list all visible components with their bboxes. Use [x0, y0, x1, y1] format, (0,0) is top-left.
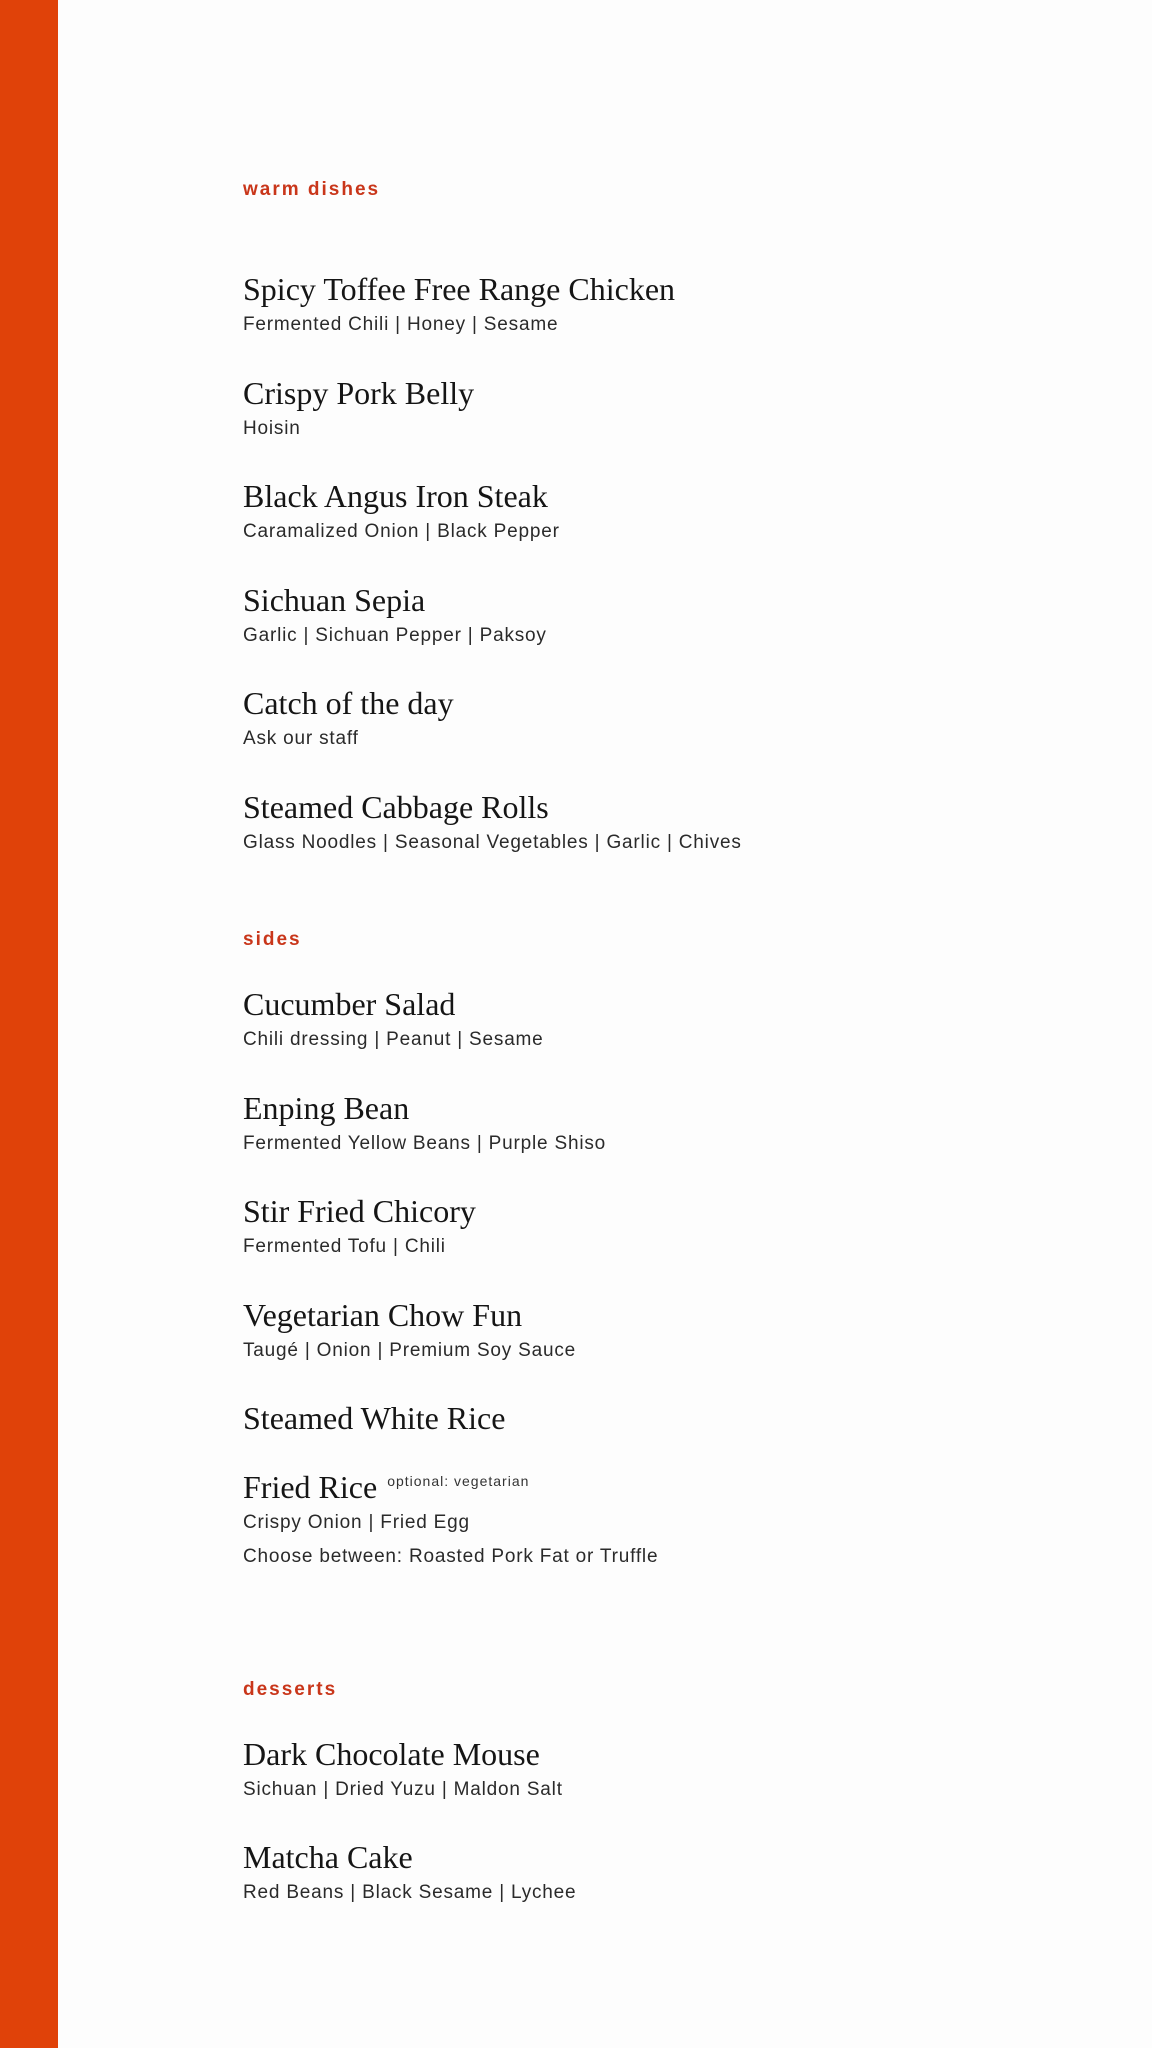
- item-choice-description: Choose between: Roasted Pork Fat or Truffle: [243, 1546, 659, 1567]
- menu-item: [243, 788, 1103, 857]
- item-description: Red Beans | Black Sesame | Lychee: [243, 1882, 577, 1903]
- section-heading-warm-dishes: warm dishes: [243, 179, 381, 200]
- item-description: Glass Noodles | Seasonal Vegetables | Garlic | Chives: [243, 832, 742, 853]
- menu-item: [243, 477, 1103, 546]
- menu-item: [243, 581, 1103, 650]
- item-description: Sichuan | Dried Yuzu | Maldon Salt: [243, 1779, 563, 1800]
- item-name: Fried Rice: [243, 1469, 378, 1505]
- item-name: Vegetarian Chow Fun: [243, 1297, 523, 1333]
- item-name: Stir Fried Chicory: [243, 1193, 476, 1229]
- item-description: Fermented Chili | Honey | Sesame: [243, 314, 559, 335]
- item-name: Steamed Cabbage Rolls: [243, 789, 549, 825]
- section-heading-sides: sides: [243, 929, 302, 950]
- menu-item: [243, 1838, 1103, 1907]
- item-option-note: optional: vegetarian: [387, 1473, 530, 1489]
- menu-item: [243, 1089, 1103, 1158]
- item-name: Enping Bean: [243, 1090, 410, 1126]
- item-name: Catch of the day: [243, 685, 454, 721]
- item-description: Chili dressing | Peanut | Sesame: [243, 1029, 544, 1050]
- menu-item: [243, 374, 1103, 443]
- item-description: Crispy Onion | Fried Egg: [243, 1512, 470, 1533]
- item-name: Spicy Toffee Free Range Chicken: [243, 271, 676, 307]
- item-name: Cucumber Salad: [243, 986, 456, 1022]
- item-name: Dark Chocolate Mouse: [243, 1736, 540, 1772]
- item-name: Sichuan Sepia: [243, 582, 426, 618]
- item-name: Matcha Cake: [243, 1839, 413, 1875]
- item-description: Garlic | Sichuan Pepper | Paksoy: [243, 625, 547, 646]
- item-description: Taugé | Onion | Premium Soy Sauce: [243, 1340, 577, 1361]
- section-heading-desserts: desserts: [243, 1679, 338, 1700]
- item-description: Ask our staff: [243, 728, 359, 749]
- item-name: Crispy Pork Belly: [243, 375, 475, 411]
- menu-item: [243, 985, 1103, 1054]
- item-description: Caramalized Onion | Black Pepper: [243, 521, 560, 542]
- menu-item: [243, 270, 1103, 339]
- item-description: Fermented Yellow Beans | Purple Shiso: [243, 1133, 607, 1154]
- item-name: Steamed White Rice: [243, 1400, 506, 1436]
- menu-item: [243, 1192, 1103, 1261]
- menu-item: [243, 684, 1103, 753]
- item-description: Fermented Tofu | Chili: [243, 1236, 446, 1257]
- menu-item: [243, 1296, 1103, 1365]
- item-name: Black Angus Iron Steak: [243, 478, 548, 514]
- menu-item: [243, 1399, 1103, 1437]
- item-description: Hoisin: [243, 418, 301, 439]
- menu-item: [243, 1735, 1103, 1804]
- accent-bar: [0, 0, 58, 2048]
- menu-item: [243, 1468, 1103, 1571]
